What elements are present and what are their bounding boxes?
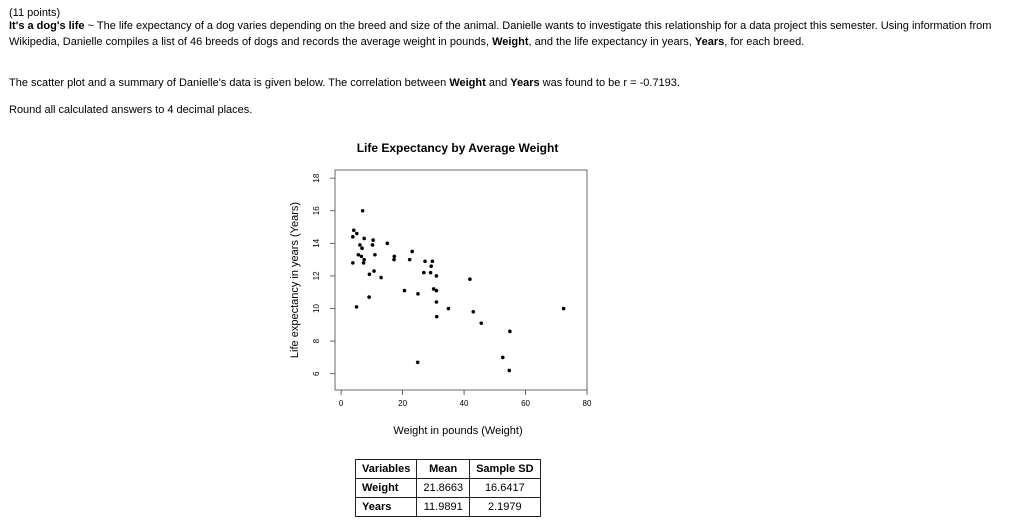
x-tick-label: 40 (459, 399, 469, 408)
data-point (408, 258, 412, 262)
row-sd: 16.6417 (470, 479, 540, 498)
data-point (362, 237, 366, 241)
data-point (562, 307, 566, 311)
paragraph-text-3: , for each breed. (724, 36, 805, 48)
weight-term: Weight (492, 36, 529, 48)
intro-text-3: was found to be r = -0.7193. (539, 77, 680, 89)
points-label: (11 points) (9, 7, 61, 19)
y-tick-label: 12 (312, 271, 322, 281)
row-variable: Years (356, 498, 417, 517)
data-point (379, 276, 383, 280)
rounding-text: Round all calculated answers to 4 decimal places. (9, 104, 253, 116)
data-point (431, 259, 435, 263)
intro-years-term: Years (510, 77, 540, 89)
data-point (361, 209, 365, 213)
data-point (385, 242, 389, 246)
table-header-row (356, 460, 541, 479)
y-tick-label: 6 (312, 371, 322, 376)
y-tick-label: 8 (312, 338, 322, 344)
plot-frame (335, 170, 587, 390)
data-point (501, 356, 505, 360)
row-sd: 2.1979 (470, 498, 540, 517)
data-point (429, 271, 433, 275)
data-point (468, 277, 472, 281)
data-point (358, 243, 362, 247)
y-axis-label: Life expectancy in years (Years) (289, 201, 301, 359)
data-point (435, 274, 439, 278)
data-point (447, 307, 451, 311)
data-point (422, 271, 426, 275)
row-variable: Weight (356, 479, 417, 498)
intro-weight-term: Weight (449, 77, 486, 89)
data-point (368, 272, 372, 276)
y-tick-label: 18 (312, 173, 322, 183)
intro-text-2: and (485, 77, 511, 89)
x-tick-label: 0 (338, 399, 344, 408)
data-point (372, 269, 376, 273)
paragraph-text-2: , and the life expectancy in years, (528, 36, 695, 48)
data-point (355, 305, 359, 309)
data-points (351, 209, 565, 372)
data-point (360, 246, 364, 250)
data-point (435, 289, 439, 293)
data-point (371, 243, 375, 247)
question-paragraph (9, 18, 1009, 50)
data-point (508, 330, 512, 334)
data-point (352, 228, 356, 232)
y-tick-label: 10 (312, 304, 322, 313)
x-tick-label: 60 (521, 399, 530, 408)
title-dash: ~ (84, 20, 97, 32)
header-mean: Mean (417, 460, 470, 479)
data-point (360, 255, 364, 259)
row-mean: 21.8663 (417, 479, 470, 498)
header-variables: Variables (356, 460, 417, 479)
data-point (373, 253, 377, 257)
data-point (351, 261, 355, 265)
intro-text-1: The scatter plot and a summary of Danielle's data is given below. The correlation between (9, 77, 450, 89)
chart-title: Life Expectancy by Average Weight (356, 141, 559, 155)
data-point (471, 310, 475, 314)
row-mean: 11.9891 (417, 498, 470, 517)
table-row (356, 498, 541, 517)
data-point (416, 292, 420, 296)
data-point (362, 258, 366, 262)
data-point (355, 232, 359, 236)
y-tick-label: 16 (312, 206, 322, 216)
data-point (435, 315, 439, 319)
x-axis-label: Weight in pounds (Weight) (393, 425, 523, 437)
table-row (356, 479, 541, 498)
data-point (416, 360, 420, 364)
data-point (392, 258, 396, 262)
data-point (371, 238, 375, 242)
data-point (403, 289, 407, 293)
data-point (479, 321, 483, 325)
header-sample-sd: Sample SD (470, 460, 540, 479)
data-point (429, 264, 433, 268)
data-point (410, 250, 414, 254)
data-point (351, 235, 355, 239)
summary-table (355, 459, 541, 517)
data-point (367, 295, 371, 299)
scatter-plot (280, 160, 600, 440)
data-point (507, 369, 511, 373)
data-point (362, 261, 366, 265)
years-term: Years (694, 36, 725, 48)
axes (312, 173, 592, 408)
data-point (435, 300, 439, 304)
data-point (423, 259, 427, 263)
x-tick-label: 80 (582, 399, 592, 408)
question-title: It's a dog's life (9, 20, 85, 32)
x-tick-label: 20 (398, 399, 408, 408)
data-point (393, 255, 397, 259)
y-tick-label: 14 (312, 238, 322, 248)
paragraph-text-1: The life expectancy of a dog varies depending on the breed and size of the animal. Danielle wants to investigate this relationship for a data project this semester. Using information from Wikipedia, Danielle compiles a list of 46 breeds of dogs and records the average weight in pounds, (9, 20, 992, 48)
rounding-instruction (9, 102, 252, 118)
intro-sentence (9, 75, 680, 91)
data-point (357, 253, 361, 257)
